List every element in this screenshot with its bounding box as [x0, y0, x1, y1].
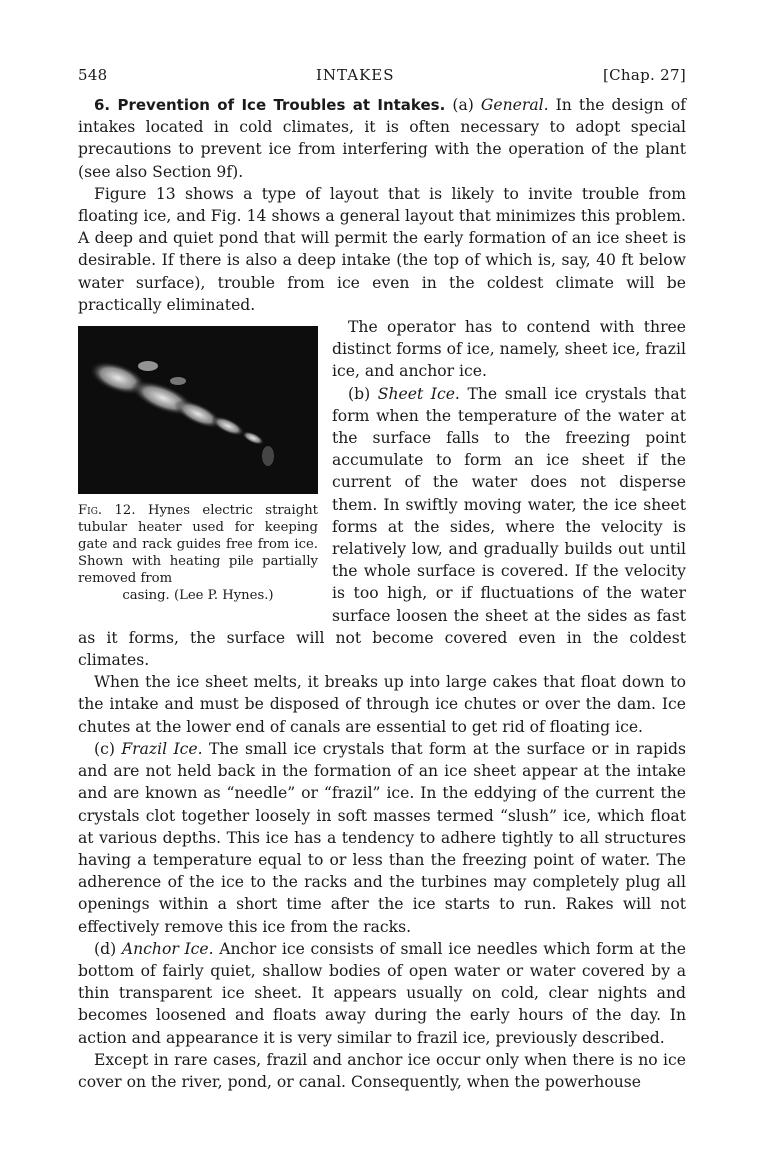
paragraph-3: The operator has to contend with three distinct forms of ice, namely, sheet ice, frazil ice, and anchor ice. — [332, 318, 686, 381]
figure-caption-last-line: casing. (Lee P. Hynes.) — [122, 588, 274, 604]
paragraph-frazil-ice — [78, 738, 686, 938]
sub-a-label: (a) — [452, 96, 474, 114]
figure-caption — [78, 502, 318, 604]
chapter-label: [Chap. 27] — [602, 66, 686, 84]
figure-12 — [78, 326, 318, 604]
sub-c-title: Frazil Ice. — [121, 739, 203, 758]
running-title: INTAKES — [316, 66, 395, 84]
paragraph-intro — [78, 94, 686, 183]
paragraph-2: Figure 13 shows a type of layout that is likely to invite trouble from floating ice, and Fig. 14 shows a general layout that minimizes this problem. A deep and quiet pond that will permit the early formation of an ice sheet is desirable. If there is also a deep intake (the top of which is, say, 40 ft below water surface), trouble from ice even in the coldest climate will be practically eliminated. — [78, 184, 686, 314]
sub-b-label: (b) — [348, 384, 371, 403]
section-heading: 6. Prevention of Ice Troubles at Intakes. — [94, 96, 446, 114]
sub-b-title: Sheet Ice. — [377, 384, 460, 403]
paragraph-6-text: The small ice crystals that form at the surface or in rapids and are not held back in the formation of an ice sheet appear at the intake and are known as “needle” or “frazil” ice. In the eddying of the current the crystals clot together loosely in soft masses termed “slush” ice, which float at various depths. This ice has a tendency to adhere tightly to all structures having a temperature equal to or less than the freezing point of water. The adherence of the ice to the racks and the turbines may completely plug all openings within a short time after the ice starts to run. Rakes will not effectively remove this ice from the racks. — [78, 739, 686, 936]
paragraph-4-text: The small ice crystals that form when the temperature of the water at the surface falls to the freezing point accumulate to form an ice sheet if the current of the water does not disperse them. In swiftly moving water, the ice sheet forms at the sides, where the velocity is relatively low, and gradually builds out until the whole surface is covered. If the velocity is too high, or if fluctuations of the water surface loosen the sheet at the sides as fast as it forms, the surface will not become covered even in the coldest climates. — [78, 384, 686, 670]
heater-photo-image — [78, 326, 318, 494]
paragraph-1-text: In the design of intakes located in cold climates, it is often necessary to adopt special precautions to prevent ice from interfering with the operation of the plant (see also Section 9f). — [78, 96, 686, 181]
paragraph-8: Except in rare cases, frazil and anchor ice occur only when there is no ice cover on the river, pond, or canal. Consequently, when the powerhouse — [78, 1050, 686, 1091]
paragraph-5: When the ice sheet melts, it breaks up into large cakes that float down to the intake and must be disposed of through ice chutes or over the dam. Ice chutes at the lower end of canals are essential to get rid of floating ice. — [78, 673, 686, 736]
sub-c-label: (c) — [94, 739, 115, 758]
paragraph-7-text: Anchor ice consists of small ice needles which form at the bottom of fairly quiet, shallow bodies of open water or water covered by a thin transparent ice sheet. It appears usually on cold, clear nights and becomes loosened and floats away during the early hours of the day. In action and appearance it is very similar to frazil ice, previously described. — [78, 939, 686, 1047]
sub-a-title: General. — [480, 96, 549, 114]
sub-d-label: (d) — [94, 939, 117, 958]
page — [78, 66, 686, 1093]
figure-photo — [78, 326, 318, 494]
figure-caption-text: Hynes electric straight tubular heater used for keeping gate and rack guides free from ice. Shown with heating pile partially removed from — [78, 503, 318, 587]
figure-label: Fig. 12. — [78, 503, 136, 519]
sub-d-title: Anchor Ice. — [121, 939, 214, 958]
running-head — [78, 66, 686, 84]
page-number: 548 — [78, 66, 108, 84]
paragraph-anchor-ice — [78, 938, 686, 1049]
